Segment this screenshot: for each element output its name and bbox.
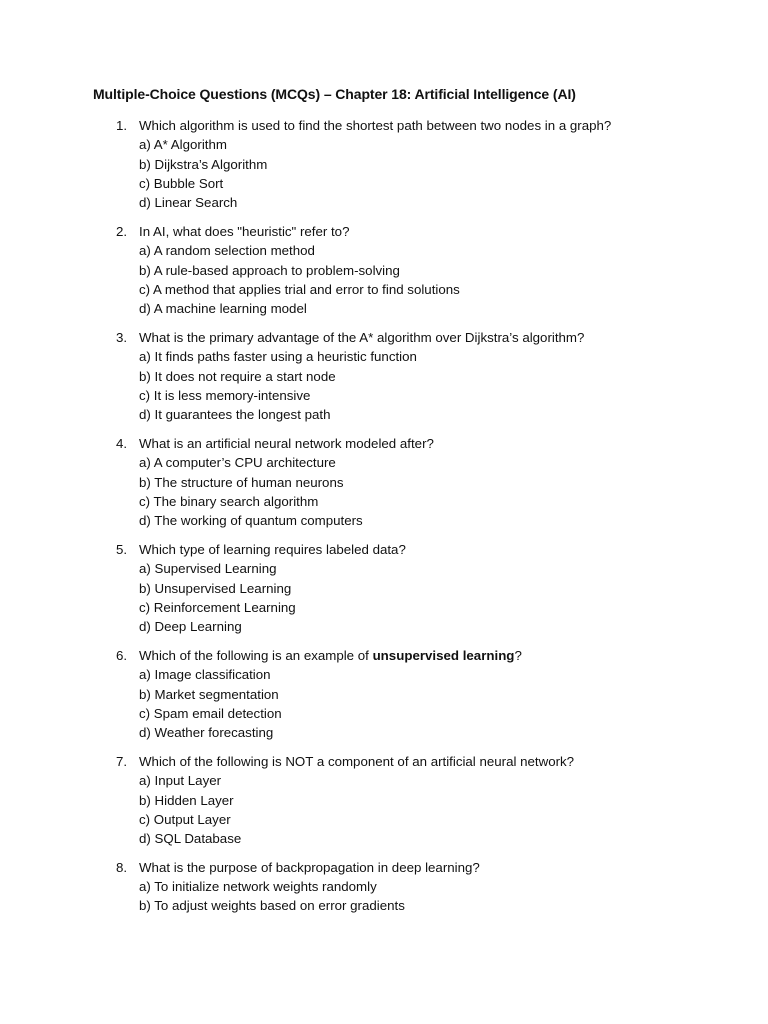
question-number: 1. bbox=[116, 118, 128, 133]
question-number: 3. bbox=[116, 329, 128, 345]
question-number: 4. bbox=[116, 435, 128, 451]
question-text: Which of the following is NOT a component of an artificial neural network? bbox=[139, 753, 575, 769]
answer-option: b) The structure of human neurons bbox=[139, 474, 344, 490]
emphasized-term: unsupervised learning bbox=[372, 647, 515, 663]
answer-option: c) Output Layer bbox=[139, 811, 231, 827]
question-list bbox=[0, 116, 768, 925]
answer-option: a) Input Layer bbox=[139, 773, 222, 789]
question-text: In AI, what does "heuristic" refer to? bbox=[139, 223, 350, 239]
question-item bbox=[0, 328, 768, 424]
answer-option: d) A machine learning model bbox=[139, 301, 307, 317]
question-item bbox=[0, 858, 768, 916]
question-text: What is the primary advantage of the A* algorithm over Dijkstra’s algorithm? bbox=[139, 329, 585, 345]
answer-option: d) The working of quantum computers bbox=[139, 513, 363, 529]
answer-option: a) A* Algorithm bbox=[139, 137, 227, 153]
answer-option: c) A method that applies trial and error to find solutions bbox=[139, 281, 460, 297]
question-text bbox=[139, 646, 768, 665]
answer-option: d) SQL Database bbox=[139, 831, 242, 847]
answer-option: a) A computer’s CPU architecture bbox=[139, 455, 336, 471]
answer-option: b) Market segmentation bbox=[139, 686, 279, 702]
answer-option: a) A random selection method bbox=[139, 243, 315, 259]
question-text: What is an artificial neural network modeled after? bbox=[139, 435, 434, 451]
answer-option: a) It finds paths faster using a heuristic function bbox=[139, 349, 417, 365]
question-text-before: Which of the following is an example of bbox=[139, 647, 373, 663]
answer-option: b) A rule-based approach to problem-solving bbox=[139, 262, 400, 278]
answer-option: b) Dijkstra’s Algorithm bbox=[139, 156, 268, 172]
question-text: Which type of learning requires labeled data? bbox=[139, 541, 406, 557]
answer-option: a) Supervised Learning bbox=[139, 561, 277, 577]
answer-option: d) Weather forecasting bbox=[139, 725, 274, 741]
answer-option: b) Hidden Layer bbox=[139, 792, 234, 808]
question-number: 7. bbox=[116, 753, 128, 769]
question-item bbox=[0, 116, 768, 212]
answer-option: c) Reinforcement Learning bbox=[139, 599, 296, 615]
question-number: 6. bbox=[116, 647, 128, 663]
answer-option: d) It guarantees the longest path bbox=[139, 407, 331, 423]
answer-option: b) Unsupervised Learning bbox=[139, 580, 292, 596]
answer-option: c) Spam email detection bbox=[139, 705, 282, 721]
answer-option: b) To adjust weights based on error gradients bbox=[139, 898, 405, 914]
question-number: 2. bbox=[116, 223, 128, 239]
answer-option: c) The binary search algorithm bbox=[139, 493, 319, 509]
answer-option: d) Deep Learning bbox=[139, 619, 242, 635]
question-item bbox=[0, 540, 768, 636]
answer-option: c) Bubble Sort bbox=[139, 175, 224, 191]
answer-option: a) To initialize network weights randomly bbox=[139, 879, 377, 895]
answer-option: b) It does not require a start node bbox=[139, 368, 336, 384]
question-text-after: ? bbox=[514, 647, 522, 663]
question-item bbox=[0, 434, 768, 530]
answer-option: c) It is less memory-intensive bbox=[139, 387, 311, 403]
question-item bbox=[0, 222, 768, 318]
question-number: 5. bbox=[116, 541, 128, 557]
question-item bbox=[0, 752, 768, 848]
answer-option: a) Image classification bbox=[139, 667, 271, 683]
question-text: Which algorithm is used to find the shortest path between two nodes in a graph? bbox=[139, 118, 612, 133]
question-number: 8. bbox=[116, 859, 128, 875]
question-item bbox=[0, 646, 768, 742]
answer-option: d) Linear Search bbox=[139, 195, 238, 211]
page-title: Multiple-Choice Questions (MCQs) – Chapter 18: Artificial Intelligence (AI) bbox=[93, 86, 576, 102]
question-text: What is the purpose of backpropagation in deep learning? bbox=[139, 859, 480, 875]
